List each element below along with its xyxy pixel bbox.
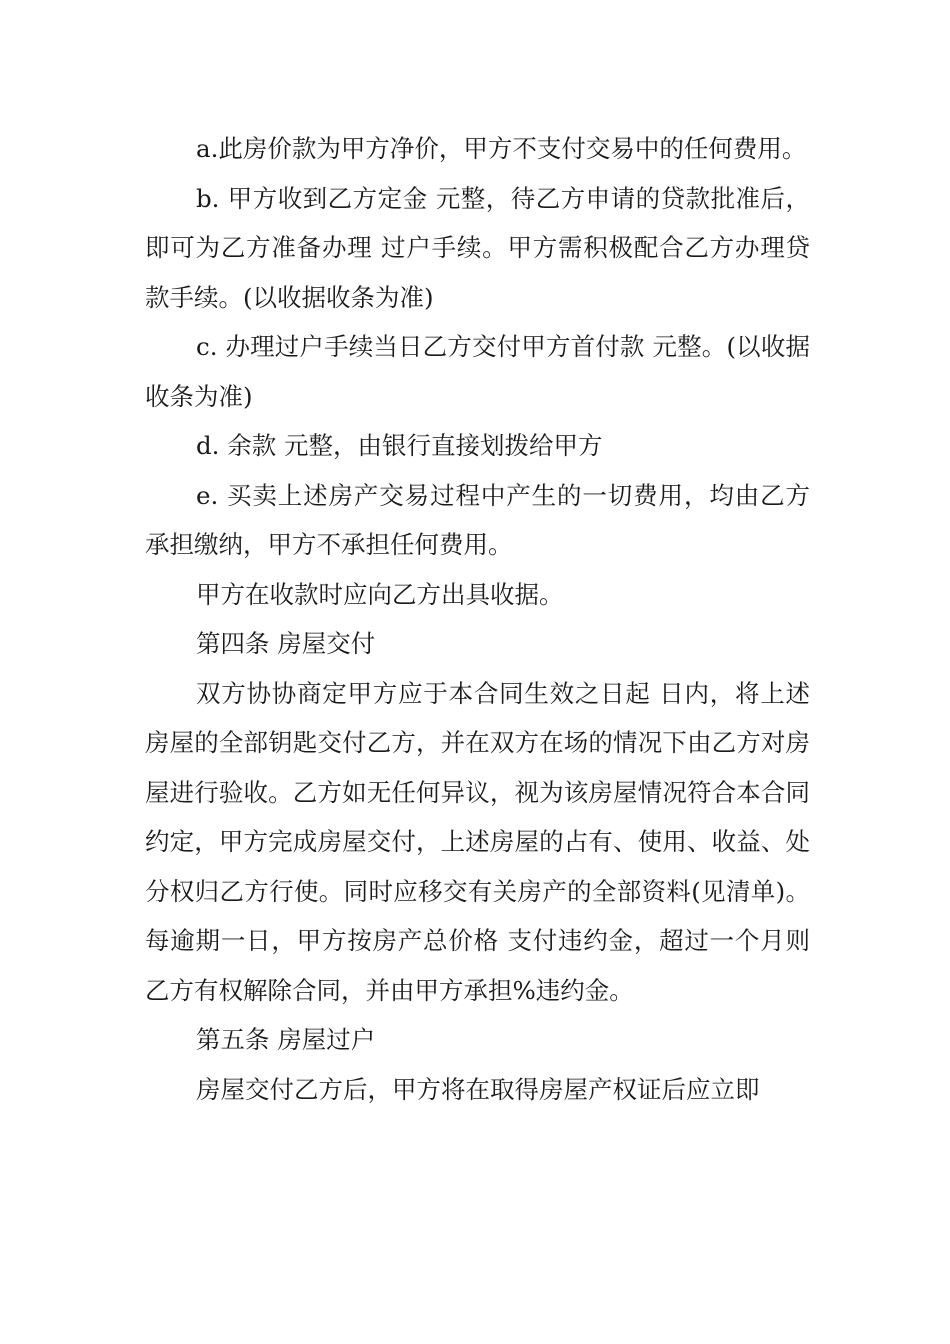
- payment-clause-a: a.此房价款为甲方净价，甲方不支付交易中的任何费用。: [196, 134, 807, 163]
- article-5-heading: 第五条 房屋过户: [196, 1025, 376, 1054]
- payment-clause-e: e. 买卖上述房产交易过程中产生的一切费用，均由乙方承担缴纳，甲方不承担任何费用。: [145, 480, 810, 559]
- payment-clause-b: b. 甲方收到乙方定金 元整，待乙方申请的贷款批准后，即可为乙方准备办理 过户手续。甲方需积极配合乙方办理贷款手续。(以收据收条为准): [145, 183, 810, 312]
- payment-clause-d: d. 余款 元整，由银行直接划拨给甲方: [196, 431, 603, 460]
- article-5-body: 房屋交付乙方后，甲方将在取得房屋产权证后应立即: [196, 1074, 760, 1104]
- receipt-paragraph: 甲方在收款时应向乙方出具收据。: [196, 579, 564, 609]
- article-4-heading: 第四条 房屋交付: [196, 629, 376, 658]
- document-page: [145, 124, 810, 1114]
- article-4-body: 双方协协商定甲方应于本合同生效之日起 日内，将上述房屋的全部钥匙交付乙方，并在双方在场的情况下由乙方对房屋进行验收。乙方如无任何异议，视为该房屋情况符合本合同约定，甲方完成房屋交付，上述房屋的占有、使用、收益、处分权归乙方行使。同时应移交有关房产的全部资料(见清单)。每逾期一日，甲方按房产总价格 支付违约金，超过一个月则乙方有权解除合同，并由甲方承担%违约金。: [145, 678, 810, 1005]
- payment-clause-c: c. 办理过户手续当日乙方交付甲方首付款 元整。(以收据收条为准): [145, 332, 810, 411]
